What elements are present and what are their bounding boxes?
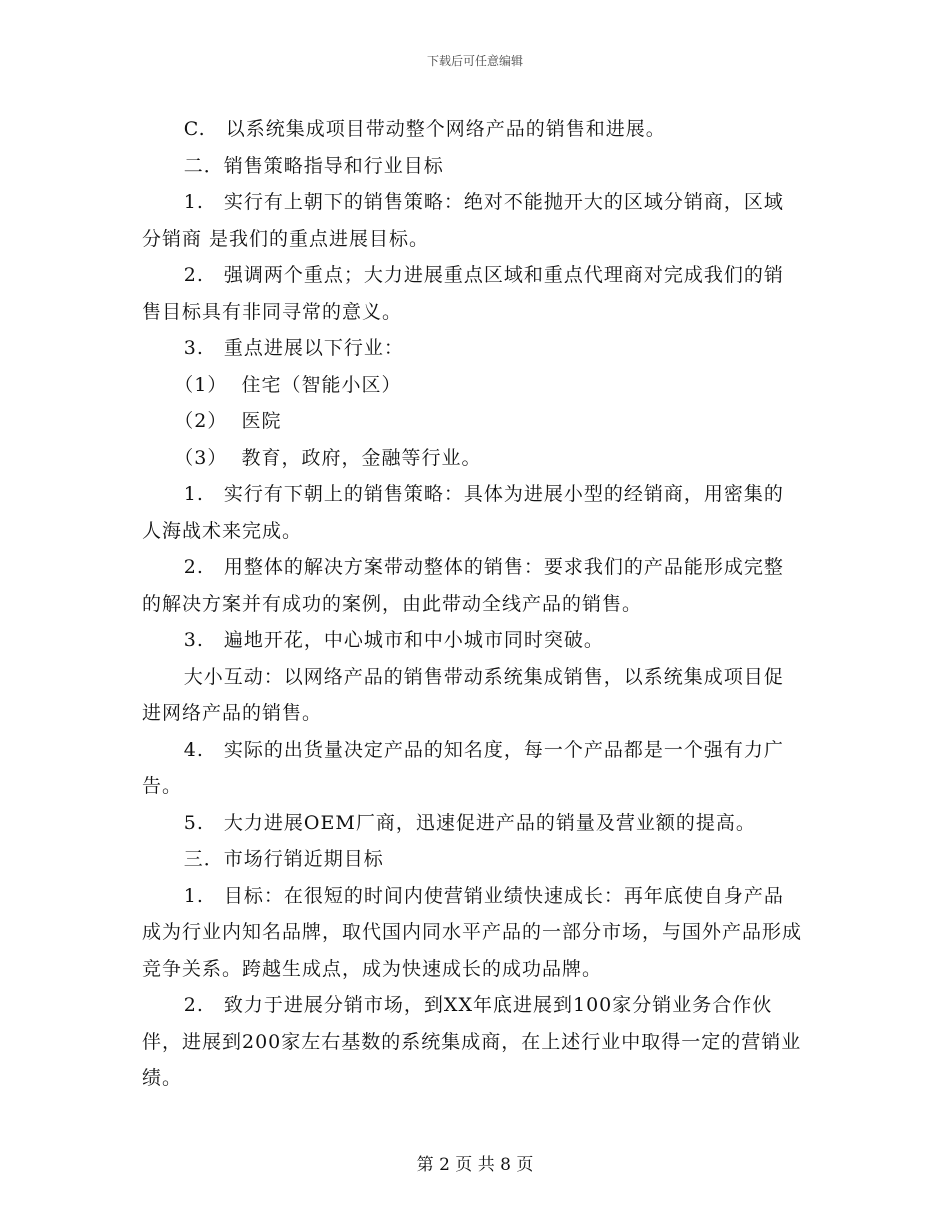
paragraph-3-2: 2. 致力于进展分销市场，到XX年底进展到100家分销业务合作伙伴，进展到200家左右基数的系统集成商，在上述行业中取得一定的营销业绩。	[142, 994, 802, 1089]
paragraph-bottom-up-2: 2. 用整体的解决方案带动整体的销售：要求我们的产品能形成完整的解决方案并有成功的案例，由此带动全线产品的销售。	[142, 556, 784, 615]
page-number-footer: 第 2 页 共 8 页	[416, 1155, 534, 1175]
industry-item-1: （1） 住宅（智能小区）	[174, 373, 402, 396]
document-body	[142, 111, 802, 1097]
paragraph-interaction: 大小互动：以网络产品的销售带动系统集成销售，以系统集成项目促进网络产品的销售。	[142, 665, 784, 724]
paragraph-bottom-up-5: 5. 大力进展OEM厂商，迅速促进产品的销量及营业额的提高。	[183, 811, 756, 834]
paragraph-c: C. 以系统集成项目带动整个网络产品的销售和进展。	[183, 118, 666, 140]
paragraph-bottom-up-3: 3. 遍地开花，中心城市和中小城市同时突破。	[183, 629, 604, 651]
section-heading-2: 二．销售策略指导和行业目标	[183, 154, 444, 177]
industry-item-3: （3） 教育，政府，金融等行业。	[174, 446, 482, 469]
paragraph-2-1: 1. 实行有上朝下的销售策略：绝对不能抛开大的区域分销商，区域分销商 是我们的重点进展目标。	[142, 191, 784, 250]
paragraph-2-2: 2. 强调两个重点；大力进展重点区域和重点代理商对完成我们的销售目标具有非同寻常的意义。	[142, 264, 784, 323]
industry-item-2: （2） 医院	[174, 410, 282, 432]
paragraph-3-1: 1. 目标：在很短的时间内使营销业绩快速成长：再年底使自身产品成为行业内知名品牌，取代国内同水平产品的一部分市场，与国外产品形成竞争关系。跨越生成点，成为快速成长的成功品牌。	[142, 884, 803, 980]
section-heading-3: 三．市场行销近期目标	[183, 848, 384, 870]
page-header: 下载后可任意编辑	[426, 54, 523, 68]
paragraph-bottom-up-1: 1. 实行有下朝上的销售策略：具体为进展小型的经销商，用密集的人海战术来完成。	[142, 483, 784, 542]
paragraph-2-3: 3. 重点进展以下行业：	[183, 337, 404, 359]
paragraph-bottom-up-4: 4. 实际的出货量决定产品的知名度，每一个产品都是一个强有力广告。	[142, 738, 784, 797]
